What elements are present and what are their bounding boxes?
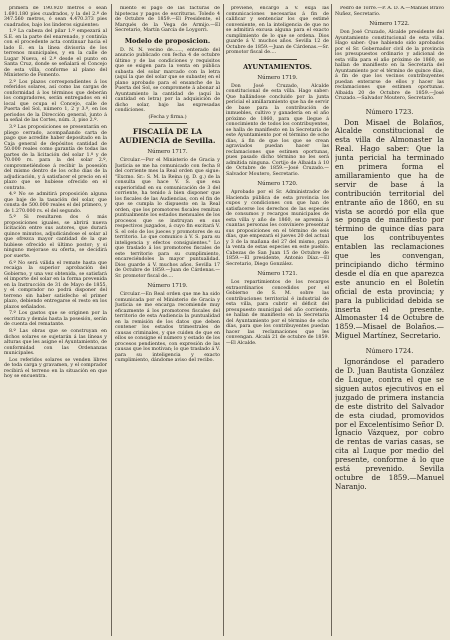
entry-number: Número 1719. <box>147 283 188 290</box>
paragraph: Don Misael de Bolaños, Alcalde constitucional de esta villa de Almonaster la Real. Hago saber: Que la junta pericial ha terminado en primera forma el amillaramiento que ha de servir de base á la contribución territorial del entrante año de 1860, en su vista se acordó por ella que se ponga de manifiesto por término de quince días para que los contribuyentes entablen las reclamaciones que les convengan, principiando dicho término desde el día en que aparezca este anuncio en el Boletín oficial de esta provincia; y para la publicidad debida se inserta el presente. Almonaster 14 de Octubre de 1859.—Misael de Bolaños.—Miguel Martínez, Secretario. <box>335 117 444 341</box>
paragraph: Aprobado por el Sr. Administrador de Hacienda pública de esta provincia los cupos y condiciones con que han de satisfacerse los derechos de las especies de consumos y recargos municipales de esta villa y año de 1860, se apremia á cuantas personas les conviniere presentar sus proposiciones en el término de seis días, que empezará el jueves 20 del actual y 3 de la mañana del 27 del mismo, para la venta de estas especies en este pueblo. Cabezas de San Juan 15 de Octubre de 1859.—El presidente, Antonio Díaz.—El Secretario, Diego González. <box>226 190 329 267</box>
separator <box>259 59 297 60</box>
column-3 <box>226 6 329 634</box>
column-rule <box>223 4 224 636</box>
signature-note: (Fecha y firma.) <box>148 114 187 120</box>
column-rule <box>111 4 112 636</box>
paragraph: Don José Cruzado, Alcalde constitucional de esta villa. Hago saber: Que hallándose concluido por la junta pericial el amillaramiento que ha de servir de base para la contribución de inmuebles, cultivo y ganadería en el año próximo de 1860, para que llegue á conocimiento de todos los contribuyentes, se halla de manifiesto en la Secretaría de este Ayuntamiento por el término de ocho días, á fin de que los que se crean agraviados puedan hacer las reclamaciones que estimen oportunas, pues pasado dicho término no les será admitida ninguna. Cortijo de Albaida á 10 de Octubre de 1859.—José Cruzado.—Salvador Moutero, Secretario. <box>226 83 329 177</box>
entry-number: Número 1724. <box>365 347 414 356</box>
paragraph: Los repartimientos de los recargos extraordinarios concedidos por el Gobierno de S. M. sobre las contribuciones territorial é industrial de esta villa, para cubrir el déficit del presupuesto municipal del año corriente, se hallan de manifiesto en la Secretaría del Ayuntamiento por el término de ocho días, para que los contribuyentes puedan hacer las reclamaciones que les convengan. Alcalá 21 de octubre de 1859.—El Alcalde. <box>226 280 329 346</box>
paragraph: Los referidos solares se venden libres de toda carga y gravamen, y el comprador recibirá el terreno en la situación en que hoy se encuentra. <box>4 357 107 380</box>
column-4 <box>335 6 444 634</box>
large-type-notice <box>335 108 444 492</box>
paragraph: 5.º Si resultaren dos ó más proposiciones iguales, se abrirá nueva licitación entre sus autores, que durará quince minutos, adjudicándose el solar al que ofrezca mayor cantidad de la que hubiese ofrecido el último postor; y si ninguno mejorase su oferta, se decidirá por suerte. <box>4 215 107 259</box>
paragraph: 6.º No será válida el remate hasta que recaiga la superior aprobación del Gobierno, y una vez obtenida, se satisfará el importe del solar en la forma prevenida en la Instrucción de 31 de Mayo de 1855, y el comprador no podrá disponer del terreno sin haber satisfecho el primer plazo, debiendo entregarse el resto en los plazos señalados. <box>4 260 107 310</box>
section-heading: Modelo de proposicion. <box>124 36 211 45</box>
paragraph: Ignorándose el paradero de D. Juan Bautista González de Luque, contra el que se siguen autos ejecutivos en el juzgado de primera instancia de este distrito del Salvador de esta ciudad, promovidos por el Excelentísimo Señor D. Ignacio Vázquez, por cobro de rentas de varias casas, se cita al Luque por medio del presente, conforme á lo que está prevenido. Sevilla octubre de 1859.—Manuel Naranjo. <box>335 357 444 491</box>
column-2 <box>115 6 220 634</box>
separator <box>149 123 187 124</box>
paragraph: Pedro de Torre.—P. A. D. A.—Manuel Bravo Nuñez, Secretario. <box>335 6 444 17</box>
paragraph: 2.º Los plazos correspondientes á los referidos solares, así como las cargas de conformidad á los términos que deberán los compradores, serán entregados en el local que ocupa el Concejo, calle de Puerta del Sol, número 1, 2 y 3.º, en los periodos de la Dirección general, junto á la señal de las Cortes, núm. 3, piso 2.º. <box>4 79 107 124</box>
paragraph: Don José Cruzado, Alcalde presidente del Ayuntamiento constitucional de esta villa. Hago saber: Que habiendo sido aprobados por el Sr. Gobernador civil de la provincia los presupuestos ordinario y adicional de esta villa para el año próximo de 1860, se hallan de manifiesto en la Secretaría del Ayuntamiento por el término de quince días, á fin de que los vecinos contribuyentes puedan enterarse de ellos y hacer las reclamaciones que estimen oportunas. Albaida 20 de Octubre de 1859.—José Cruzado.—Salvador Moutero, Secretario. <box>335 30 444 101</box>
entry-number: Número 1723. <box>365 107 414 116</box>
paragraph: 8.º Las obras que se construyan en dichos solares se sujetarán á las líneas y alturas que les asigne el Ayuntamiento, de conformidad con las Ordenanzas municipales. <box>4 329 107 356</box>
entry-number: Número 1721. <box>257 271 298 277</box>
paragraph: Circular.—Por el Ministerio de Gracia y Justicia se me ha comunicado con fecha 8 del corriente mes la Real orden que sigue: "Excmo. Sr.: S. M. la Reina (q. D. g.) de la consulta que hace V. S. que esa superioridad en su comunicación de 3 del corriente, ha tenido á bien disponer que los fiscales de las Audiencias, con el fin de que se cumpla lo dispuesto en la Real orden, que los promotores fiscales remitan puntualmente los estados mensuales de los procesos que se instruyan en sus respectivos juzgados, á cuyo fin excitará V. S. el celo de los jueces y promotores de su territorio. Lo que comunico á V. S. para su inteligencia y efectos consiguientes." Lo que traslado á los promotores fiscales de este territorio para su cumplimiento, encareciéndoles la mayor puntualidad. Dios guarde á V. muchos años. Sevilla 17 de Octubre de 1859.—Juan de Cárdenas.—Sr. promotor fiscal de.... <box>115 158 220 279</box>
entry-number: Número 1719. <box>257 74 298 81</box>
paragraph: 3.º Las proposiciones se presentarán en pliego cerrado, acompañando carta de pago que acredite haber depositado en la Caja general de depósitos cantidad de 50.000 reales como garantía de todas las partes de la licitación del solar 1.º y de 70.000 rs. para la del solar 2.º, comprometiéndose á recibir la posesión del mismo dentro de los ocho días de la adjudicación, y á satisfacer el precio en el plazo que se hubiese ofrecido en el contrato. <box>4 125 107 191</box>
paragraph: 4.º No se admitirá proposición alguna que baje de la tasación del solar, que consta de 500.000 reales el del primero, y de 1.270.000 rs. el del segundo. <box>4 192 107 214</box>
section-heading: AYUNTAMIENTOS. <box>243 62 312 71</box>
column-1 <box>4 6 107 634</box>
paragraph: previene, encargo á V. exija las comunicaciones necesarias á fin de calificar y sentenciar los que estimé conveniente, en la inteligencia de que no se admitirá excusa alguna para el exacto cumplimiento de lo que se ordena. Dios guarde á V. muchos años. Sevilla 12 de Octubre de 1859.—Juan de Cárdenas.—Sr. promotor fiscal de.... <box>226 6 329 55</box>
section-heading: FISCALÍA DE LA AUDIENCIA de Sevilla. <box>119 127 216 146</box>
entry-number: Número 1722. <box>369 21 410 27</box>
paragraph: 7.º Los gastos que se originen por la escritura y demás hasta la posesión, serán de cuenta del rematante. <box>4 311 107 328</box>
paragraph: miento el pago de las facturas de hipotecas y pagos de escrituras. Toledo 4 de Octubre de 1859.—El Presidente, el Marqués de la Vega de Armijo.—El Secretario, Martín García de Loygorri. <box>115 6 220 33</box>
paragraph: 1.º La cabeza del pilar 1.º empezará al S.E. en la parte del enarenado, y continúa con el procedente acta continuar hacia el lado E. en la línea divisoria de los terrenos municipales, y en la calle de Lugar Nueva, el 2.º desde el punto en Santa Cruz, donde se señalará el Concejo de esta villa, conforme al plano del Ministerio de Fomento. <box>4 29 107 79</box>
paragraph: primera de 190.920 metros ó sean 1.691.180 pies cuadrados, y la del 2.º de 347.560 metros, ó sean 4.470.373 pies cuadrados, bajo los linderos siguientes: <box>4 6 107 28</box>
paragraph: Circular.—En Real orden que me ha sido comunicada por el Ministerio de Gracia y Justicia se me encarga recomiende muy eficazmente á los promotores fiscales del territorio de esta Audiencia la puntualidad en la remisión de los datos que deben contener los estados trimestrales de causas criminales, y que cuiden de que en ellos se consigne el número y estado de los procesos pendientes, con expresión de las causas que los motivan; lo que traslado á V. para su inteligencia y exacto cumplimiento, dándome aviso del recibo. <box>115 292 220 364</box>
entry-number: Número 1720. <box>257 181 298 187</box>
entry-number: Número 1717. <box>147 149 188 156</box>
column-rule <box>331 4 332 636</box>
paragraph: D. N. N. vecino de......, enterado del anuncio publicado con fecha 4 de octubre último y de las condiciones y requisitos que se exigen para la venta en pública subasta del solar marcado con la letra (aquí la que del solar que se subaste) en el plano aprobado para el ensanche de la Puerta del Sol, se compromete á abonar al Ayuntamiento la cantidad de (aquí la cantidad en letra) por la adquisición de dicho solar, bajo las expresadas condiciones. <box>115 47 220 113</box>
